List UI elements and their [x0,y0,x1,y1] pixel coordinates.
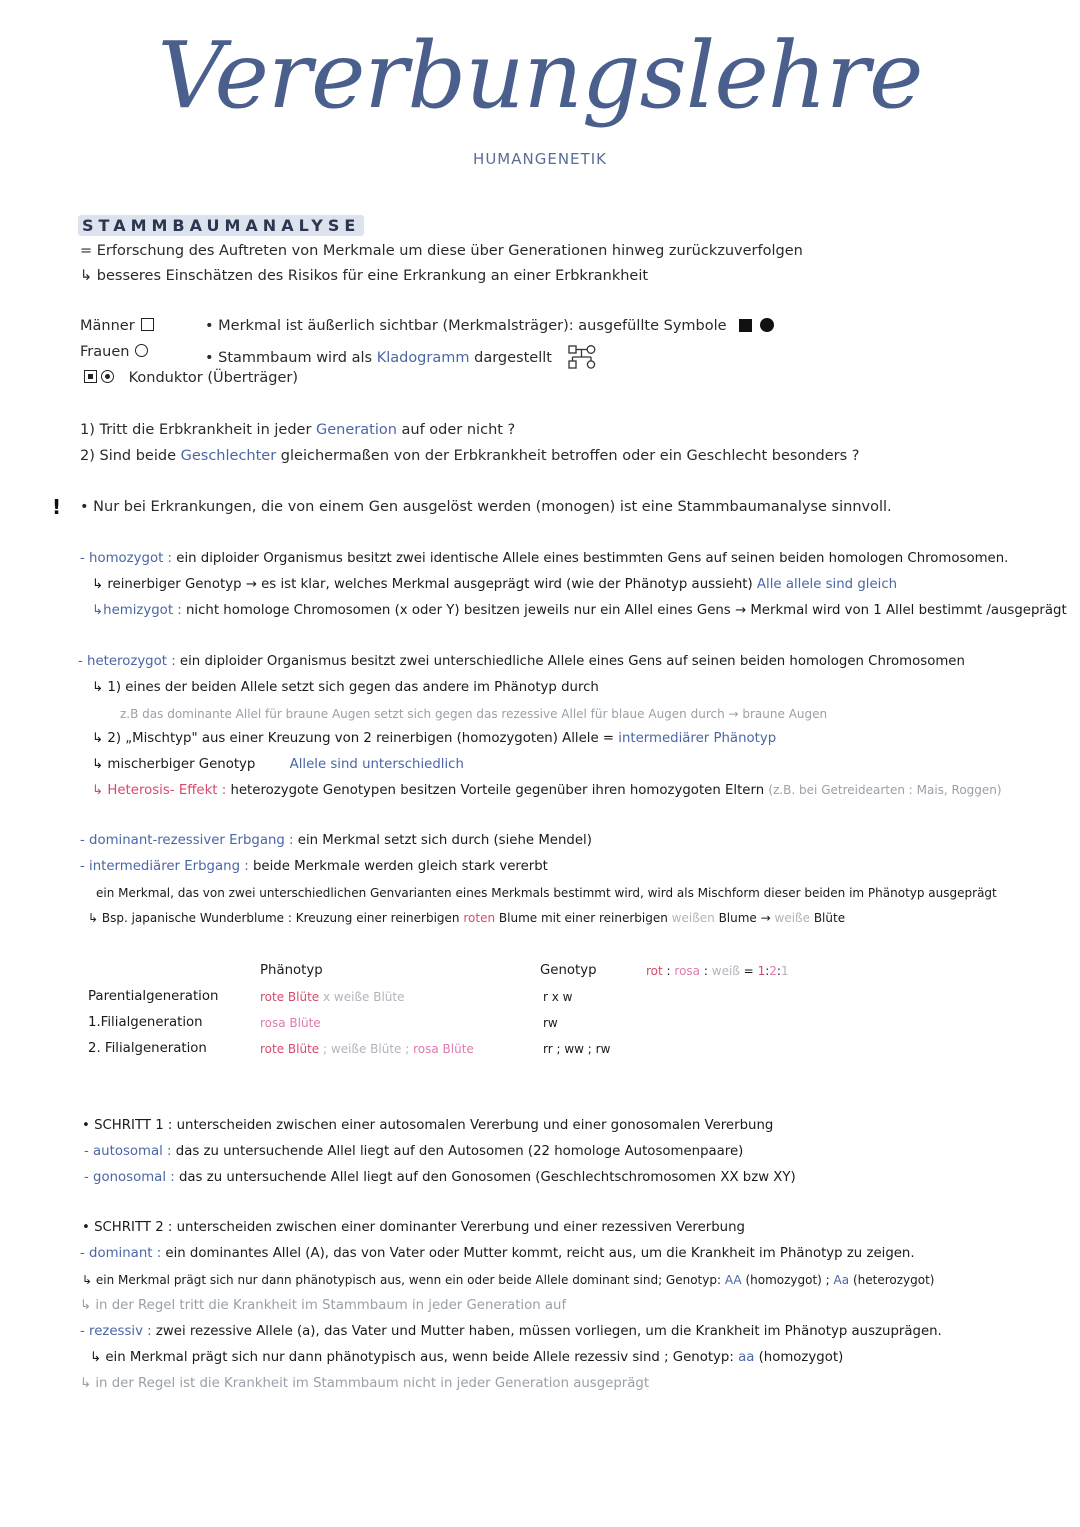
homozygot-def: ein diploider Organismus besitzt zwei identische Allele eines bestimmten Gens auf seinen beiden homologen Chromosomen. [176,551,1009,566]
heterozygot-term: - heterozygot : [78,654,176,669]
ratio-value-rot: 1 [757,964,766,978]
ratio-rosa: rosa [674,964,701,978]
pheno-weiss: x weiße Blüte [323,990,405,1004]
ratio-sep-3: : [765,964,770,978]
row-pheno-f1: rosa Blüte [260,1016,321,1030]
bsp-weiss: weißen [671,911,715,925]
homozygot-term: - homozygot : [80,551,173,566]
dominant-term: - dominant : [80,1246,162,1261]
circle-symbol-icon [135,344,148,357]
merkmal-line [205,318,774,334]
pheno-f2-weiss: ; weiße Blüte ; [323,1042,410,1056]
genotyp-aa: aa [738,1350,755,1365]
page-title: Vererbungslehre [157,22,923,129]
gonosomal-def: das zu untersuchende Allel liegt auf den Gonosomen (Geschlechtschromosomen XX bzw XY) [178,1170,796,1185]
row-label-f2: 2. Filialgeneration [88,1041,207,1056]
row-label-f1: 1.Filialgeneration [88,1015,203,1030]
ratio-weiss: weiß [711,964,740,978]
rezessiv-line [80,1324,942,1339]
pheno-rot: rote Blüte [260,990,320,1004]
legend-maenner [80,318,154,334]
pheno-f2-rosa: rosa Blüte [413,1042,474,1056]
reinerbig-line [92,577,897,592]
gonosomal-line [84,1170,796,1185]
rezessiv-term: - rezessiv : [80,1324,152,1339]
q2-text-end: gleichermaßen von der Erbkrankheit betroffen oder ein Geschlecht besonders ? [280,448,860,464]
filled-square-icon [739,319,752,332]
q1-term: Generation [316,422,397,438]
rezessiv-genotyp-end: (homozygot) [758,1350,844,1365]
genotyp-AA: AA [724,1273,742,1287]
homozygot-line [80,551,1008,566]
stammbaum-line [205,344,597,370]
gonosomal-term: - gonosomal : [84,1170,175,1185]
mischerbig-line [92,757,464,772]
intermediaer-def: beide Merkmale werden gleich stark vererbt [252,859,548,874]
rezessiv-genotyp-text: ↳ ein Merkmal prägt sich nur dann phänotypisch aus, wenn beide Allele rezessiv sind ; Genotyp: [90,1350,734,1365]
page-subtitle: HUMANGENETIK [473,150,607,168]
intermediaer-line [80,859,548,874]
schritt-1: • SCHRITT 1 : unterscheiden zwischen einer autosomalen Vererbung und einer gonosomalen Vererbung [82,1118,774,1133]
bsp-text-mid2: Blume → [718,911,771,925]
ratio-eq: = [743,964,754,978]
autosomal-def: das zu untersuchende Allel liegt auf den Autosomen (22 homologe Autosomenpaare) [175,1144,744,1159]
ratio-value-rosa: 2 [769,964,777,978]
hetero-point-1: ↳ 1) eines der beiden Allele setzt sich gegen das andere im Phänotyp durch [92,680,599,695]
dominant-regel: ↳ in der Regel tritt die Krankheit im Stammbaum in jeder Generation auf [80,1298,567,1313]
autosomal-line [84,1144,743,1159]
ratio-sep-4: : [776,964,781,978]
wunderblume-example [88,911,845,925]
autosomal-term: - autosomal : [84,1144,172,1159]
ratio-sep-2: : [703,964,708,978]
bsp-text: ↳ Bsp. japanische Wunderblume : Kreuzung einer reinerbigen [88,911,460,925]
q2-term: Geschlechter [180,448,277,464]
dominant-line [80,1246,915,1261]
dominant-genotyp-line [82,1273,934,1287]
konduktor-label: Konduktor (Überträger) [128,370,299,386]
hemizygot-def: nicht homologe Chromosomen (x oder Y) besitzen jeweils nur ein Allel eines Gens → Merkmal wird von 1 Allel bestimmt /ausgeprägt [185,603,1067,618]
ratio-rot: rot [646,964,663,978]
ratio-value-weiss: 1 [780,964,789,978]
dominant-rezessiv-term: - dominant-rezessiver Erbgang : [80,833,294,848]
allele-unterschiedlich: Allele sind unterschiedlich [289,757,464,772]
rezessiv-genotyp-line [90,1350,843,1365]
row-label-parental: Parentialgeneration [88,989,219,1004]
legend-frauen [80,344,148,360]
reinerbig-text: ↳ reinerbiger Genotyp → es ist klar, welches Merkmal ausgeprägt wird (wie der Phänotyp aussieht) [92,577,753,592]
hetero-point-2 [92,731,776,746]
dominant-rezessiv-def: ein Merkmal setzt sich durch (siehe Mendel) [297,833,592,848]
bsp-rot: roten [463,911,496,925]
hemizygot-term: ↳hemizygot : [92,603,182,618]
section-heading: STAMMBAUMANALYSE [78,215,364,236]
square-symbol-icon [141,318,154,331]
merkmal-text: • Merkmal ist äußerlich sichtbar (Merkmalsträger): ausgefüllte Symbole [205,318,727,334]
heterosis-term: ↳ Heterosis- Effekt : [92,783,227,798]
pheno-f2-rot: rote Blüte [260,1042,320,1056]
dominant-genotyp-mid: (homozygot) ; [745,1273,830,1287]
monogen-note: • Nur bei Erkrankungen, die von einem Gen ausgelöst werden (monogen) ist eine Stammbaumanalyse sinnvoll. [80,499,892,515]
definition-line: = Erforschung des Auftreten von Merkmale um diese über Generationen hinweg zurückzuverfolgen [80,243,803,259]
bsp-text-mid: Blume mit einer reinerbigen [498,911,668,925]
frauen-label: Frauen [80,344,130,360]
dominant-def: ein dominantes Allel (A), das von Vater oder Mutter kommt, reicht aus, um die Krankheit im Phänotyp zu zeigen. [165,1246,915,1261]
q1-text-end: auf oder nicht ? [401,422,516,438]
stammbaum-text: • Stammbaum wird als [205,350,373,366]
alle-allele-gleich: Alle allele sind gleich [756,577,898,592]
mischerbig-text: ↳ mischerbiger Genotyp [92,757,256,772]
hetero-example: z.B das dominante Allel für braune Augen setzt sich gegen das rezessive Allel für blaue Augen durch → braune Augen [120,707,828,721]
heterosis-line [92,783,1002,798]
ratio-line [646,964,789,978]
rezessiv-regel: ↳ in der Regel ist die Krankheit im Stammbaum nicht in jeder Generation ausgeprägt [80,1376,650,1391]
row-geno-f1: rw [543,1016,558,1030]
genotyp-Aa: Aa [833,1273,850,1287]
filled-circle-icon [760,318,774,332]
row-pheno-f2 [260,1042,474,1056]
mischtyp-text: ↳ 2) „Mischtyp" aus einer Kreuzung von 2 reinerbigen (homozygoten) Allele = [92,731,615,746]
heterozygot-def: ein diploider Organismus besitzt zwei unterschiedliche Allele eines Gens auf seinen beiden homologen Chromosomen [179,654,965,669]
schritt-2: • SCHRITT 2 : unterscheiden zwischen einer dominanter Vererbung und einer rezessiven Vererbung [82,1220,745,1235]
row-geno-parental: r x w [543,990,573,1004]
heterosis-example: (z.B. bei Getreidearten : Mais, Roggen) [768,783,1002,797]
dominant-rezessiv-line [80,833,592,848]
definition-sub-line: ↳ besseres Einschätzen des Risikos für eine Erkrankung an einer Erbkrankheit [80,268,649,284]
question-2 [80,448,860,464]
pedigree-icon [567,344,597,370]
exclamation-icon: ! [52,495,62,519]
question-1 [80,422,515,438]
rezessiv-def: zwei rezessive Allele (a), das Vater und Mutter haben, müssen vorliegen, um die Krankheit im Phänotyp auszuprägen. [155,1324,942,1339]
heterozygot-line [78,654,965,669]
bsp-text-end: Blüte [813,911,846,925]
dominant-genotyp-end: (heterozygot) [852,1273,935,1287]
intermediaer-phaenotyp: intermediärer Phänotyp [618,731,777,746]
dotted-square-icon [84,370,97,383]
row-geno-f2: rr ; ww ; rw [543,1042,611,1056]
table-header-genotyp: Genotyp [540,963,597,978]
maenner-label: Männer [80,318,135,334]
intermediaer-explanation: ein Merkmal, das von zwei unterschiedlichen Genvarianten eines Merkmals bestimmt wird, wird als Mischform dieser beiden im Phänotyp ausgeprägt [96,886,997,900]
q2-text: 2) Sind beide [80,448,177,464]
q1-text: 1) Tritt die Erbkrankheit in jeder [80,422,312,438]
row-pheno-parental [260,990,404,1004]
hemizygot-line [92,603,1067,618]
kladogramm-term: Kladogramm [376,350,470,366]
bsp-weiss2: weiße [774,911,810,925]
dotted-circle-icon [101,370,114,383]
ratio-sep-1: : [666,964,671,978]
intermediaer-term: - intermediärer Erbgang : [80,859,249,874]
dominant-genotyp-text: ↳ ein Merkmal prägt sich nur dann phänotypisch aus, wenn ein oder beide Allele dominant sind; Genotyp: [82,1273,722,1287]
heterosis-def: heterozygote Genotypen besitzen Vorteile gegenüber ihren homozygoten Eltern [230,783,765,798]
legend-konduktor [84,370,298,386]
stammbaum-text-end: dargestellt [474,350,552,366]
table-header-phaenotyp: Phänotyp [260,963,323,978]
